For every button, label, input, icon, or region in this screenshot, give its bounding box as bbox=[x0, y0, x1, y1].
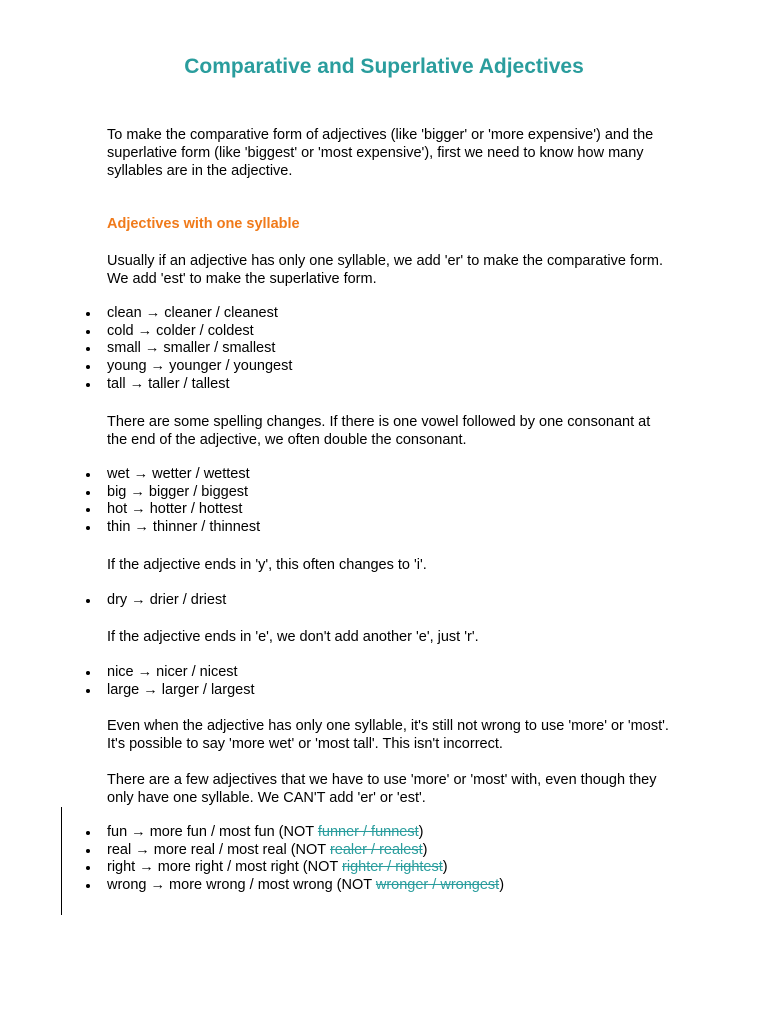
rule-paragraph-add-er-est: Usually if an adjective has only one syllable, we add 'er' to make the comparative form. We add 'est' to make the superlative form. bbox=[107, 253, 664, 287]
list-item bbox=[0, 877, 504, 895]
spelling-changes-paragraph: There are some spelling changes. If there is one vowel followed by one consonant at the end of the adjective, we often double the consonant. bbox=[107, 414, 651, 448]
list-item bbox=[0, 842, 504, 860]
list-item: nice → nicer / nicest bbox=[0, 664, 254, 682]
y-to-i-examples-list bbox=[0, 592, 226, 610]
section-heading: Adjectives with one syllable bbox=[107, 216, 300, 232]
list-item: thin → thinner / thinnest bbox=[0, 519, 260, 537]
list-item: small → smaller / smallest bbox=[0, 340, 292, 358]
list-item: tall → taller / tallest bbox=[0, 376, 292, 394]
list-item-main: wrong → more wrong / most wrong (NOT bbox=[107, 877, 376, 894]
one-syllable-examples-list bbox=[0, 305, 292, 394]
list-item bbox=[0, 859, 504, 877]
list-item: dry → drier / driest bbox=[0, 592, 226, 610]
double-consonant-examples-list bbox=[0, 466, 260, 537]
must-use-more-most-paragraph: There are a few adjectives that we have to use 'more' or 'most' with, even though they only have one syllable. We CAN'T add 'er' or 'est'. bbox=[107, 772, 657, 806]
ends-in-e-paragraph: If the adjective ends in 'e', we don't add another 'e', just 'r'. bbox=[107, 629, 479, 645]
struck-incorrect-form: funner / funnest bbox=[317, 824, 419, 840]
list-item bbox=[0, 824, 504, 842]
list-item-main: real → more real / most real (NOT bbox=[107, 841, 330, 858]
list-item-main: right → more right / most right (NOT bbox=[107, 859, 343, 876]
struck-incorrect-form: wronger / wrongest bbox=[375, 877, 500, 894]
list-item: cold → colder / coldest bbox=[0, 323, 292, 341]
list-item: large → larger / largest bbox=[0, 682, 254, 700]
struck-incorrect-form: righter / rightest bbox=[342, 859, 443, 876]
y-to-i-paragraph: If the adjective ends in 'y', this often changes to 'i'. bbox=[107, 557, 427, 573]
list-item-end: ) bbox=[499, 877, 505, 894]
intro-paragraph: To make the comparative form of adjectives (like 'bigger' or 'more expensive') and the superlative form (like 'biggest' or 'most expensive'), first we need to know how many syllables are in the adjective. bbox=[107, 127, 654, 179]
list-item-main: fun → more fun / most fun (NOT bbox=[107, 824, 318, 840]
list-item: big → bigger / biggest bbox=[0, 484, 260, 502]
list-item: wet → wetter / wettest bbox=[0, 466, 260, 484]
list-item: young → younger / youngest bbox=[0, 358, 292, 376]
page-title: Comparative and Superlative Adjectives bbox=[184, 55, 584, 78]
more-most-only-examples-list bbox=[0, 824, 504, 895]
ends-in-e-examples-list bbox=[0, 664, 254, 699]
list-item: clean → cleaner / cleanest bbox=[0, 305, 292, 323]
list-item-end: ) bbox=[442, 859, 448, 876]
struck-incorrect-form: realer / realest bbox=[329, 841, 423, 858]
list-item: hot → hotter / hottest bbox=[0, 501, 260, 519]
more-most-ok-paragraph: Even when the adjective has only one syllable, it's still not wrong to use 'more' or 'most'. It's possible to say 'more wet' or 'most tall'. This isn't incorrect. bbox=[107, 718, 669, 752]
list-item-end: ) bbox=[422, 841, 428, 858]
list-item-end: ) bbox=[418, 824, 424, 840]
